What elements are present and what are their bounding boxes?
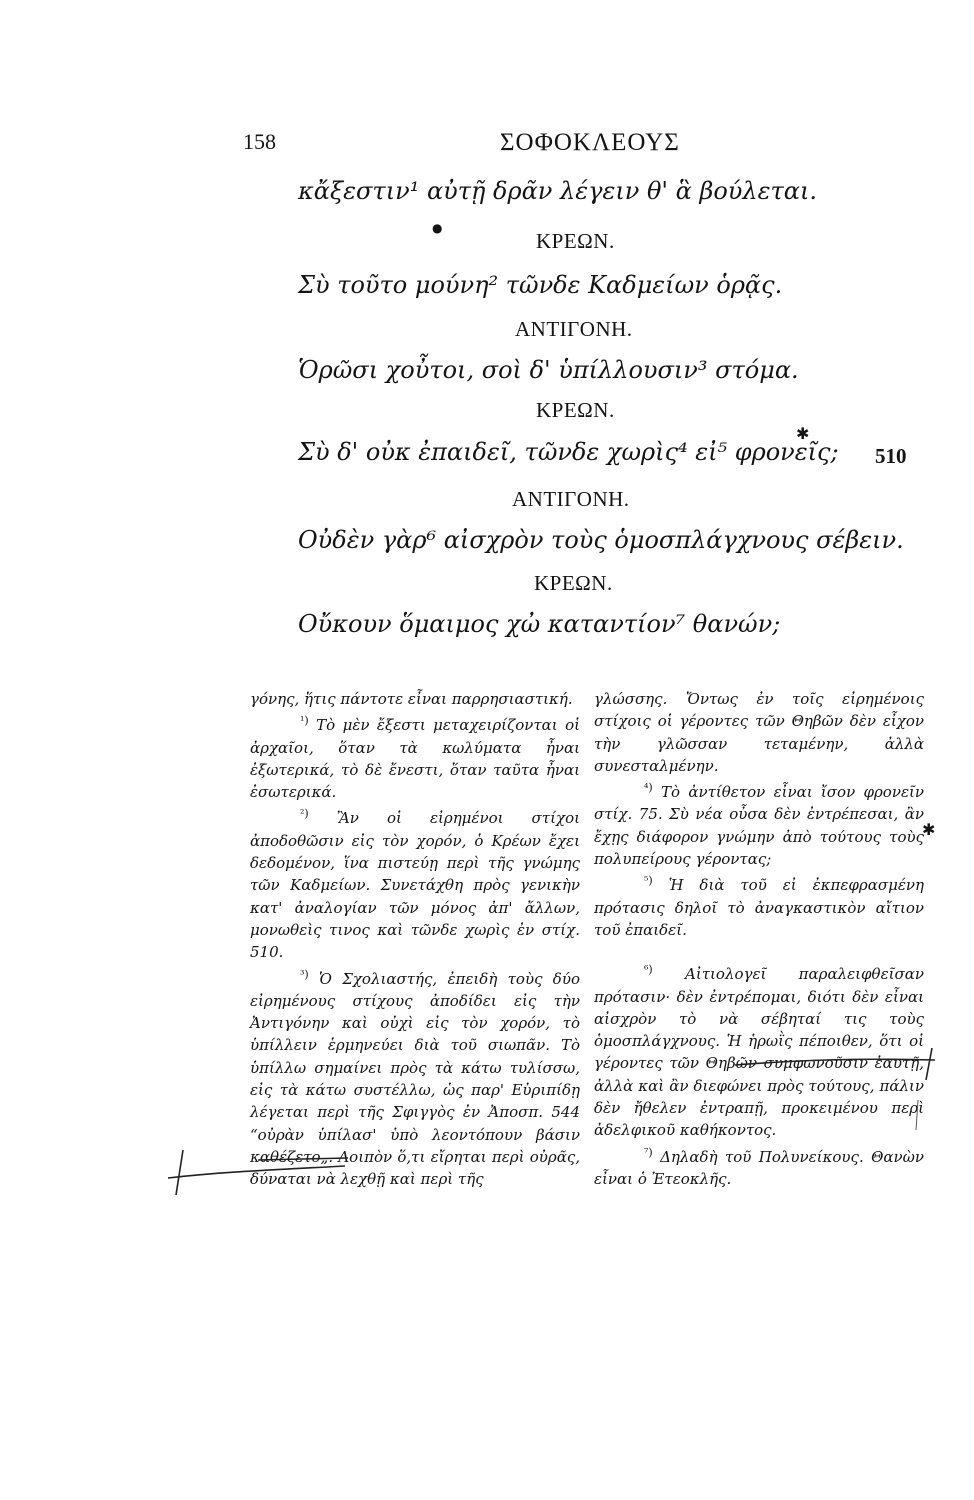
page-number: 158 bbox=[243, 129, 276, 154]
ink-cross-stroke bbox=[926, 1048, 932, 1080]
footnote-number: ⁴) bbox=[644, 781, 653, 795]
footnote-text: Τὸ ἀντίθετον εἶναι ἴσον φρονεῖν στίχ. 75. Σὺ νέα οὖσα δὲν ἐντρέπεσαι, ἂν ἔχῃς διάφορον γνώμην ἀπὸ τούτους τοὺς πολυπείρους γέροντας; bbox=[594, 783, 924, 869]
footnote-text: Ὁ Σχολιαστής, ἐπειδὴ τοὺς δύο εἰρημένους στίχους ἀποδίδει εἰς τὴν Ἀντιγόνην καὶ οὐχὶ εἰς τὸν χορόν, τὸ ὑπίλλειν ἑρμηνεύει διὰ τοῦ σιωπᾶν. Τὸ ὑπίλλω σημαίνει πρὸς τὰ κάτω τυλίσσω, εἰς τὰ κάτω συστέλλω, ὡς παρ' Εὐριπίδῃ λέγεται περὶ τῆς Σφιγγὸς ἐν Ἀποσπ. 544 “οὐρὰν ὑπίλασ' ὑπὸ λεοντόπουν βάσιν καθέζετο„. Λοιπὸν ὅ,τι εἴρηται περὶ οὐρᾶς, δύναται νὰ λεχθῇ καὶ περὶ τῆς bbox=[250, 969, 580, 1189]
footnote-number: ⁵) bbox=[644, 874, 653, 888]
note-continuation: γόνης, ἥτις πάντοτε εἶναι παρρησιαστική. bbox=[250, 690, 573, 708]
ink-underline bbox=[258, 1158, 348, 1160]
footnote-text: Δηλαδὴ τοῦ Πολυνείκους. Θανὼν εἶναι ὁ Ἐτεοκλῆς. bbox=[594, 1147, 924, 1188]
verse-line-2: Σὺ τοῦτο μούνη² τῶνδε Καδμείων ὁρᾷς. bbox=[298, 271, 783, 299]
ink-underline bbox=[735, 1059, 935, 1065]
verse-line-1: κἄξεστιν¹ αὐτῇ δρᾶν λέγειν θ' ἃ βούλεται. bbox=[298, 177, 817, 205]
star-mark: ✱ bbox=[922, 820, 936, 839]
footnote-number: ⁶) bbox=[644, 963, 653, 977]
footnote-number: ³) bbox=[300, 967, 309, 981]
footnote-number: ¹) bbox=[300, 714, 309, 728]
note-continuation: γλώσσης. Ὄντως ἐν τοῖς εἰρημένοις στίχοις οἱ γέροντες τῶν Θηβῶν δὲν εἶχον τὴν γλῶσσαν τεταμένην, ἀλλὰ συνεσταλμένην. bbox=[594, 690, 924, 775]
speaker-antigone: ΑΝΤΙΓΟΝΗ. bbox=[515, 317, 633, 341]
footnote-text: Ἂν οἱ εἰρημένοι στίχοι ἀποδοθῶσιν εἰς τὸν χορόν, ὁ Κρέων ἔχει δεδομένον, ἵνα πιστεύῃ περὶ τῆς γνώμης τῶν Καδμείων. Συνετάχθη πρὸς γενικὴν κατ' ἀναλογίαν τῶν μόνος ἀπ' ἄλλων, μονωθεὶς τινος καὶ τῶνδε χωρὶς ἐν στίχ. 510. bbox=[250, 809, 580, 962]
line-number: 510 bbox=[875, 444, 907, 468]
speaker-creon: ΚΡΕΩΝ. bbox=[536, 398, 615, 422]
verse-line-5: Οὐδὲν γὰρ⁶ αἰσχρὸν τοὺς ὁμοσπλάγχνους σέβειν. bbox=[298, 526, 904, 554]
speaker-creon: ΚΡΕΩΝ. bbox=[534, 571, 613, 595]
ink-dot: ● bbox=[432, 221, 443, 235]
verse-line-4: Σὺ δ' οὐκ ἐπαιδεῖ, τῶνδε χωρὶς⁴ εἰ⁵ φρονεῖς; bbox=[298, 438, 839, 466]
speaker-creon: ΚΡΕΩΝ. bbox=[536, 229, 615, 253]
ink-cross-stroke bbox=[168, 1166, 345, 1178]
footnote-text: Τὸ μὲν ἔξεστι μεταχειρίζονται οἱ ἀρχαῖοι, ὅταν τὰ κωλύματα ἦναι ἐξωτερικά, τὸ δὲ ἔνεστι, ὅταν ταῦτα ἦναι ἐσωτερικά. bbox=[250, 716, 580, 802]
speaker-antigone: ΑΝΤΙΓΟΝΗ. bbox=[512, 487, 630, 511]
ink-margin-mark bbox=[916, 1100, 918, 1130]
verse-line-3: Ὁρῶσι χοὖτοι, σοὶ δ' ὑπίλλουσιν³ στόμα. bbox=[298, 356, 799, 384]
footnote-text: Αἰτιολογεῖ παραλειφθεῖσαν πρότασιν· δὲν ἐντρέπομαι, διότι δὲν εἶναι αἰσχρὸν τὸ νὰ σέβηταί τις τοὺς ὁμοσπλάγχνους. Ἡ ἡρωῒς πέποιθεν, ὅτι οἱ γέροντες τῶν Θηβῶν συμφωνοῦσιν ἑαυτῇ, ἀλλὰ καὶ ἂν διεφώνει πρὸς τούτους, πάλιν δὲν ἤθελεν ἐντραπῇ, προκειμένου περὶ ἀδελφικοῦ καθήκοντος. bbox=[594, 965, 924, 1140]
ink-cross-stroke bbox=[176, 1150, 183, 1195]
running-title: ΣΟΦΟΚΛΕΟΥΣ bbox=[500, 129, 680, 156]
footnote-text: Ἡ διὰ τοῦ εἰ ἐκπεφρασμένη πρότασις δηλοῖ τὸ ἀναγκαστικὸν αἴτιον τοῦ ἐπαιδεῖ. bbox=[594, 876, 924, 939]
verse-line-6: Οὔκουν ὅμαιμος χὠ καταντίον⁷ θανών; bbox=[298, 610, 781, 638]
footnote-number: ⁷) bbox=[644, 1145, 653, 1159]
footnote-number: ²) bbox=[300, 807, 309, 821]
star-mark: ✱ bbox=[796, 424, 810, 443]
